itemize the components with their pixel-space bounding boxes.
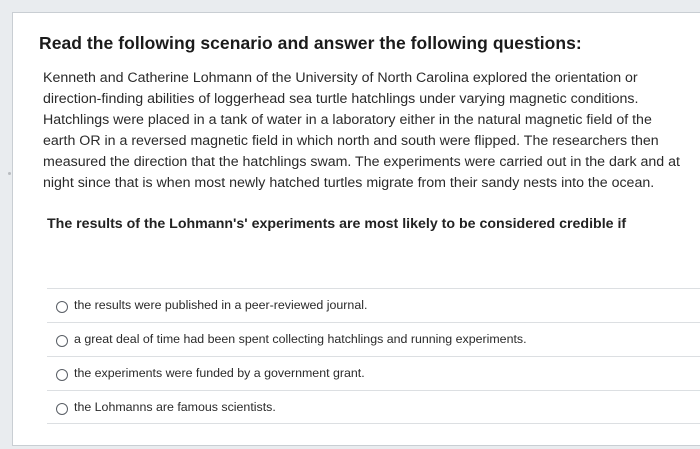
answer-option-4[interactable] (47, 390, 700, 424)
answer-option-1[interactable] (47, 288, 700, 322)
scenario-line: night since that is when most newly hatched turtles migrate from their sandy nests into the ocean. (43, 175, 655, 191)
radio-unselected-icon[interactable] (56, 335, 68, 347)
question-prompt: The results of the Lohmann's' experiments are most likely to be considered credible if (47, 216, 627, 232)
scenario-line: earth OR in a reversed magnetic field in which north and south were flipped. The researchers then (43, 133, 659, 149)
answer-option-label[interactable]: the experiments were funded by a government grant. (74, 366, 365, 380)
answer-options (47, 288, 700, 424)
answer-option-3[interactable] (47, 356, 700, 390)
scenario-line: measured the direction that the hatchlings swam. The experiments were carried out in the dark and at (43, 154, 680, 170)
question-heading: Read the following scenario and answer the following questions: (39, 33, 582, 53)
scenario-line: direction-finding abilities of loggerhead sea turtle hatchlings under varying magnetic conditions. (43, 91, 639, 107)
answer-option-label[interactable]: a great deal of time had been spent collecting hatchlings and running experiments. (74, 332, 527, 346)
question-card (12, 12, 700, 446)
answer-option-label[interactable]: the results were published in a peer-reviewed journal. (74, 298, 368, 312)
answer-option-label[interactable]: the Lohmanns are famous scientists. (74, 400, 276, 414)
answer-option-2[interactable] (47, 322, 700, 356)
scenario-line: Hatchlings were placed in a tank of water in a laboratory either in the natural magnetic field of the (43, 112, 652, 128)
radio-unselected-icon[interactable] (56, 403, 68, 415)
scenario-line: Kenneth and Catherine Lohmann of the University of North Carolina explored the orientation or (43, 70, 638, 86)
radio-unselected-icon[interactable] (56, 369, 68, 381)
radio-unselected-icon[interactable] (56, 301, 68, 313)
scenario-text (43, 68, 700, 194)
decorative-dot (8, 172, 11, 175)
